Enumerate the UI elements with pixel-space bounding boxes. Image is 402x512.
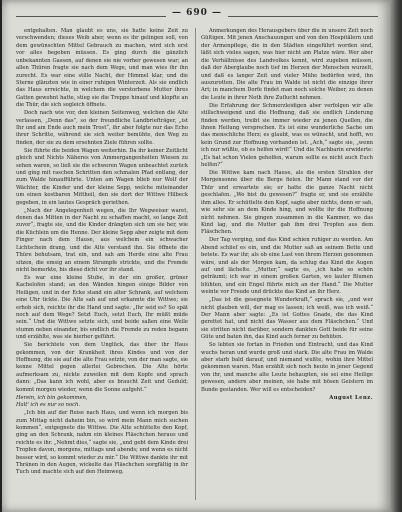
paragraph: „Nach der Angelegenheit wegen, die Ihr Wegweiser waret, denen das Mitten in der Nacht zu schaffen macht, so lange Zeit zuvor“, fragte sie, und die Kinder drängten sich um sie her, wie die Küchlein um die Henne. Der kleine Sepp aber zeigte mit dem Finger nach dem Hause, aus welchem ein schwacher Lichtschein drang, und die Alte verstand ihn. Sie öffnete die Thüre behutsam, trat ein, und sah am Herde eine alte Frau sitzen, die emsig an einem Strumpfe strickte, und die Fremde nicht bemerkte, bis diese dicht vor ihr stand. bbox=[16, 207, 188, 273]
book-page bbox=[2, 0, 392, 512]
paragraph: „Ich bin auf der Reise nach Haus, und wenn ich morgen bis zum Mittag nicht daheim bin, so wird mein Mann mich suchen kommen“, entgegnete die Wittwe. Die Alte schüttelte den Kopf, ging an den Schrank, nahm ein kleines Fläschchen heraus und reichte es ihr. „Nehmt dies,“ sagte sie, „und gebt dem Kinde drei Tropfen davon, morgens, mittags und abends; und wenn es nicht besser wird, so kommt wieder zu mir.“ Die Wittwe dankte ihr mit Thränen in den Augen, wickelte das Fläschchen sorgfältig in ihr Tuch und machte sich auf den Heimweg. bbox=[16, 410, 188, 476]
paragraph: So lebten sie fortan in Frieden und Eintracht, und das Kind wuchs heran und wurde groß und stark. Die alte Frau im Walde aber starb bald darauf, und niemand wußte, wohin ihre Mittel gekommen waren. Man erzählt sich noch heute in jener Gegend von ihr, und manche alte Leute behaupten, sie sei eine Heilige gewesen, andere aber meinen, sie habe mit bösen Geistern im Bunde gestanden. Wer will es entscheiden? bbox=[201, 342, 373, 393]
paragraph: Sie führte die beiden Wagen weiterhin. Da ihr keiner Zeitlicht gleich und Nichts Näheres von Ammergangenheiten Wiesen zu sehen waren, so ließ sie die schweren Wagen unbeachtet zurück und ging mit raschen Schritten den schmalen Pfad entlang, der zum Walde hinaufführte. Unten am Wagen blieb nur Wolf der Wächter, die Kinder und der kleine Sepp, welche miteinander um einen kostbaren Mittheil, den sie dort der Wittwe Hilbeck gegeben, in ein lautes Gespräch geriethen. bbox=[16, 147, 188, 206]
left-column bbox=[16, 28, 188, 506]
author-signature: August Lenz. bbox=[329, 395, 373, 402]
header-rule-right bbox=[228, 16, 378, 17]
paragraph: entgehalten. Man glaubt es uns, sie hatte keine Zeit zu verschwenden; dieses Weib aber, wenn es ihr gelingen soll, von dem gewünschten Mittel Gebrauch zu machen, wird sich erst vor alles begeben müssen. Es ging durch die gänzlich unbekannten Gassen, auf denen sie nie vorher gewesen war; an allen Thüren fragte sie nach dem Wege, und man wies ihr ihn zurecht. Es war eine stille Nacht, der Himmel klar, und die Sterne glänzten wie in einer ruhigen Winterzeit. Als sie endlich das Haus erreichte, in welchem die verstorbene Mutter ihres Gatten gewohnt hatte, stieg sie die Treppe hinauf und klopfte an die Thür, die sich sogleich öffnete. bbox=[16, 28, 188, 109]
paragraph: Anmerkungen des Herausgebers über die in unsere Zeit noch Gültigen. Mit jenen Anschauungen und von den Hospitälern und der Armenpflege, die in den Städten eingeführt worden sind, läßt sich vieles sagen, was hier nicht am Platze wäre. Wer aber die Verhältnisse des Landvolkes kennt, wird zugeben müssen, daß der Aberglaube noch tief im Herzen der Menschen wurzelt, und daß es langer Zeit und vieler Mühe bedürfen wird, ihn auszurotten. Die alte Frau im Walde ist nicht die einzige ihrer Art; in manchem Dorfe findet man noch solche Weiber, zu denen die Leute in ihrer Noth ihre Zuflucht nehmen. bbox=[201, 28, 373, 101]
paragraph: Sie berichtete von dem Unglück, das über ihr Haus gekommen, von der Krankheit ihres Kindes und von der Hoffnung, die sie auf die alte Frau setzte, von der man sagte, sie kenne Mittel gegen allerlei Gebrechen. Die Alte hörte aufmerksam zu, nickte zuweilen mit dem Kopfe und sprach dann: „Das kann ich wohl, aber es braucht Zeit und Geduld; kommt morgen wieder, wenn die Sonne aufgeht.“ bbox=[16, 342, 188, 393]
paragraph: Die Erfahrung der Schmerzleidigen aber verfolgen wir alle stillschweigend und die Hoffnung, daß sie endlich Linderung finden werden, treibt sie immer wieder zu jenen Quellen, die ihnen Heilung versprechen. Es ist eine wunderliche Sache um das menschliche Herz; es glaubt, was es wünscht, und hofft, wo kein Grund zur Hoffnung vorhanden ist. „Ach,“ sagte sie, „wenn ich nur wüßte, ob es helfen wird!“ Und die Nachbarin erwiderte: „Es hat schon Vielen geholfen, warum sollte es nicht auch Euch helfen?“ bbox=[201, 102, 373, 169]
verse-line: Halt' ich es nur so noch. bbox=[16, 402, 80, 409]
paragraph: Die Wittwe kam nach Hause, als die ersten Strahlen der Morgensonne über die Berge fielen. Ihr Mann stand vor der Thür und erwartete sie; er hatte die ganze Nacht nicht geschlafen. „Wo bist du gewesen?“ fragte er, und sie erzählte ihm alles. Er schüttelte den Kopf, sagte aber nichts, denn er sah, wie sehr sie an dem Kinde hing, und wollte ihr die Hoffnung nicht nehmen. Sie gingen zusammen in die Kammer, wo das Kind lag, und die Mutter gab ihm drei Tropfen aus dem Fläschchen. bbox=[201, 170, 373, 236]
verse-line: Herein, ich bin gekommen, bbox=[16, 394, 88, 401]
column-divider bbox=[195, 28, 196, 500]
page-edge-shadow bbox=[390, 0, 402, 512]
paragraph: Doch nach wie vor, den kleinen Seitenweg, welchen die Alte verlassen, „Denn das”, so der freundliche Landbriefträger, „ist Ihr und am Ende auch mein Trost“, ihr aber folgte nur das Echo ihrer Schritte, während sie sich weiter bemühte, den Weg zu finden, der sie zu dem ersehnten Ziele führen sollte. bbox=[16, 110, 188, 146]
page-number: — 690 — bbox=[171, 8, 223, 18]
right-column bbox=[201, 28, 373, 506]
paragraph: Der Tag verging, und das Kind schien ruhiger zu werden. Am Abend schlief es ein, und die Mutter saß an seinem Bette und betete. Es war ihr, als ob eine Last von ihrem Herzen genommen wäre, und als der Morgen kam, da schlug das Kind die Augen auf und lächelte. „Mutter,“ sagte es, „ich habe so schön geträumt; ich war in einem großen Garten, wo lauter Blumen blühten, und ein Engel führte mich an der Hand.“ Die Mutter weinte vor Freude und drückte das Kind an ihr Herz. bbox=[201, 237, 373, 296]
paragraph: „Das ist die gesegnete Wunderkraft,“ sprach sie, „und wer nicht glauben will, der mag es lassen; ich weiß, was ich weiß.“ Der Mann aber sagte: „Es ist Gottes Gnade, die das Kind gerettet hat, und nicht das Wasser aus dem Fläschchen.“ Und sie stritten nicht darüber, sondern dankten Gott beide für seine Güte und baten ihn, das Kind auch ferner zu behüten. bbox=[201, 297, 373, 341]
paragraph: Es war eine kleine Stube, in der ein großer, grüner Kachelofen stand; an den Wänden hingen einige Bilder von Heiligen, und in der Ecke stand ein alter Schrank, auf welchem eine Uhr tickte. Die Alte sah auf und erkannte die Wittwe; sie erhob sich, reichte ihr die Hand und sagte: „Ihr seid es? So spät noch auf dem Wege? Setzt Euch, setzt Euch, Ihr müßt müde sein.“ Und die Wittwe setzte sich, und beide saßen eine Weile stumm neben einander, bis endlich die Fremde zu reden begann und erzählte, was sie hierher geführt. bbox=[16, 274, 188, 341]
page-header bbox=[16, 8, 378, 22]
